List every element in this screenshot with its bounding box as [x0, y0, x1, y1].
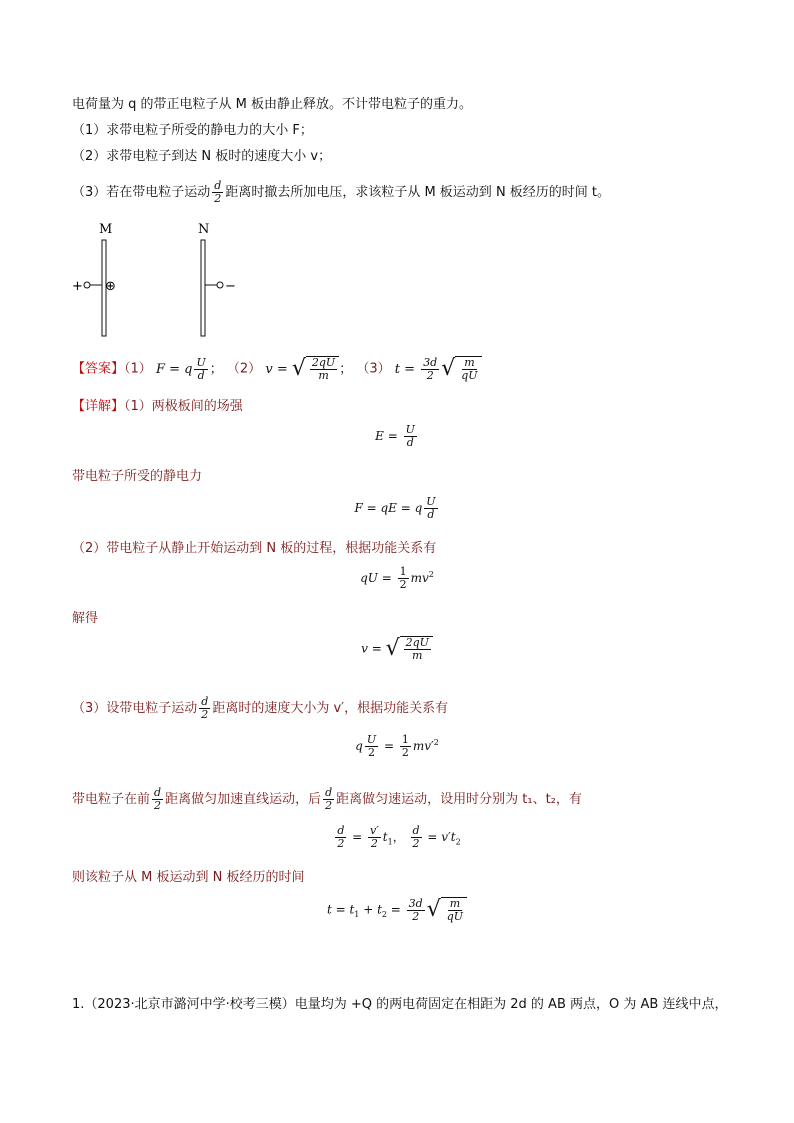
fraction-d-over-2: $\frac{d}{2}$ [214, 179, 222, 205]
detail-step-4: 解得 [72, 611, 99, 626]
terminal-n [217, 282, 223, 288]
detail-step-5: （3）设带电粒子运动 $\frac{d}{2}$ 距离时的速度大小为 v′，根据功能关系有 [72, 695, 449, 721]
question-3-prefix: （3）若在带电粒子运动 [72, 185, 211, 200]
question-3 [72, 180, 610, 205]
equation-half-energy: q $\frac{U}{2}$ = $\frac{1}{2}$ $mv'^2$ [355, 733, 439, 759]
plus-terminal-sign: + [72, 279, 83, 294]
terminal-m [84, 282, 90, 288]
answer-line: 【答案】（1） F = q $\frac{U}{d}$ ； （2） v = √ $\frac{2qU}{m}$ ； （3） t = $\frac{3d}{2}$ √ $\frac{m}{qU}$ [72, 356, 482, 382]
positive-charge-symbol: ⊕ [105, 279, 116, 294]
detail-step-7: 则该粒子从 M 板运动到 N 板经历的时间 [72, 870, 305, 885]
plate-n [201, 240, 205, 336]
detail-step-3: （2）带电粒子从静止开始运动到 N 板的过程，根据功能关系有 [72, 541, 437, 556]
detail-step-6: 带电粒子在前 $\frac{d}{2}$ 距离做匀加速直线运动，后 $\frac{d}{2}$ 距离做匀速运动，设用时分别为 t₁、t₂，有 [72, 786, 582, 812]
detail-step-1: 【详解】（1）两极板间的场强 [72, 399, 243, 414]
answer-tag: 【答案】 [72, 361, 125, 377]
detail-step-2: 带电粒子所受的静电力 [72, 469, 203, 484]
question-2: （2）求带电粒子到达 N 板时的速度大小 v； [72, 149, 332, 164]
problem-intro: 电荷量为 q 的带正电粒子从 M 板由静止释放。不计带电粒子的重力。 [72, 97, 472, 112]
question-1: （1）求带电粒子所受的静电力的大小 F； [72, 123, 313, 138]
equation-force: F = qE = q $\frac{U}{d}$ [354, 495, 436, 521]
capacitor-figure [66, 218, 246, 340]
label-n: N [198, 222, 210, 237]
minus-terminal-sign: − [225, 279, 236, 294]
equation-times: $\frac{d}{2}$ = $\frac{v'}{2}$ $t_1$， $\frac{d}{2}$ = $v't_2$ [337, 824, 461, 850]
equation-energy: qU = $\frac{1}{2}$ $mv^2$ [360, 565, 434, 591]
detail-tag: 【详解】 [72, 399, 125, 414]
next-problem: 1.（2023·北京市潞河中学·校考三模）电量均为 +Q 的两电荷固定在相距为 2d 的 AB 两点，O 为 AB 连线中点， [72, 997, 728, 1012]
equation-total-time: $t = t_1 + t_2$ = $\frac{3d}{2}$ √ $\frac{m}{qU}$ [0, 897, 794, 923]
label-m: M [99, 222, 113, 237]
question-3-suffix: 距离时撤去所加电压，求该粒子从 M 板运动到 N 板经历的时间 t。 [225, 185, 611, 200]
equation-velocity: v = √ $\frac{2qU}{m}$ [0, 636, 794, 662]
equation-field: E = $\frac{U}{d}$ [375, 423, 415, 449]
